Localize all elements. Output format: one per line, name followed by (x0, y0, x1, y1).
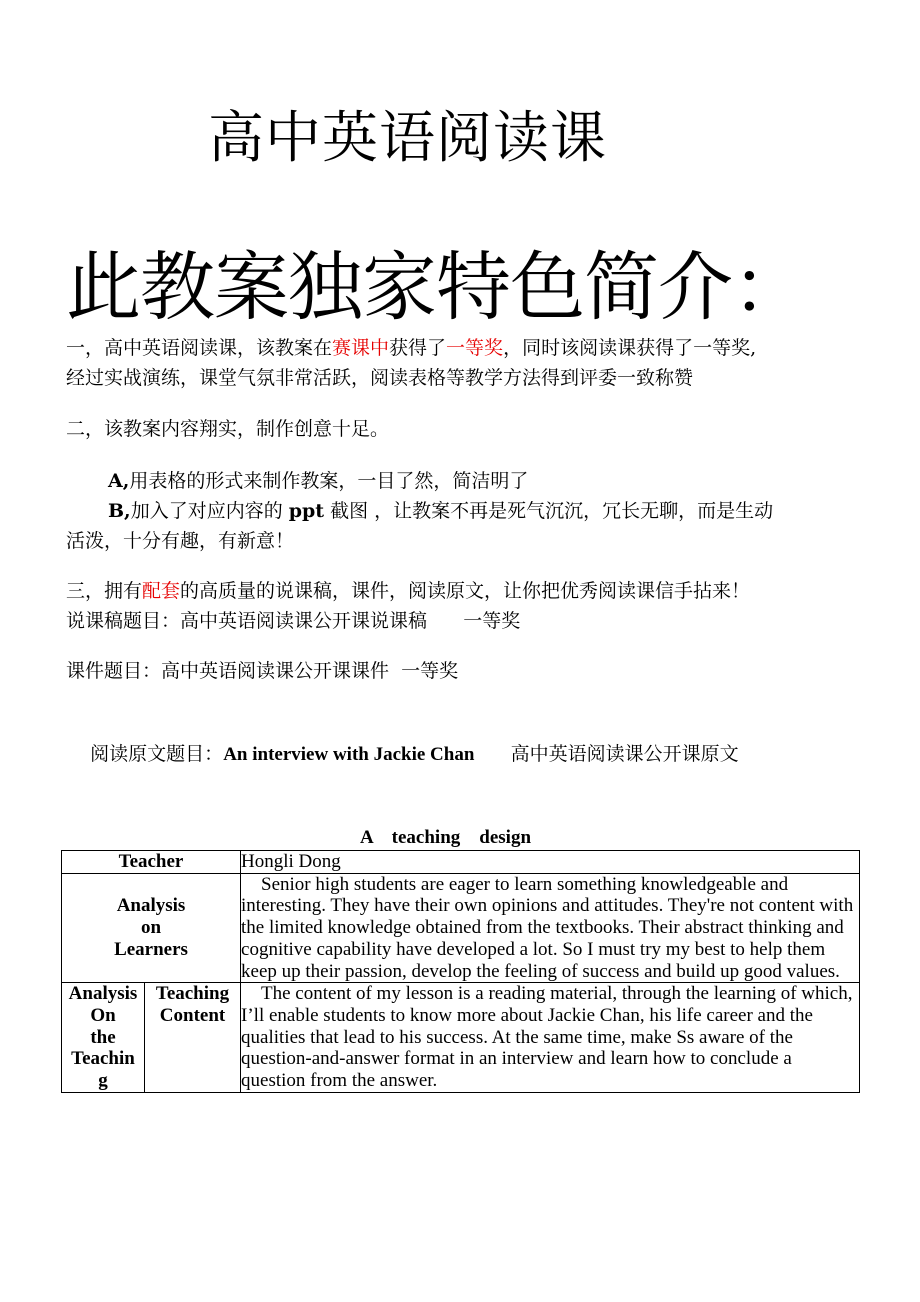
teaching-design-table (61, 850, 860, 1093)
feature-heading: 此教案独家特色简介： (66, 243, 807, 331)
reading-tail: 高中英语阅读课公开课原文 (474, 743, 739, 765)
teacher-label: Teacher (62, 851, 241, 874)
teaching-label-line4: Teachin (71, 1048, 135, 1070)
content-label-line1: Teaching (155, 983, 230, 1005)
paragraph-1 (66, 333, 866, 393)
table-heading: A teaching design (360, 827, 532, 848)
paragraph-3 (66, 576, 866, 636)
item-b-text-a: 加入了对应内容的 (130, 500, 289, 522)
table-row (62, 983, 860, 1093)
teaching-content-text: The content of my lesson is a reading material, through the learning of which, I’ll enable students to know more about Jackie Chan, his life career and the qualities that lead to his success. At the same time, make Ss aware of the question-and-answer format in an interview and learn how to conclude a question from the answer. (241, 983, 860, 1093)
item-b-line2: 活泼，十分有趣，有新意！ (66, 530, 295, 552)
teaching-label-line2: On (90, 1004, 116, 1026)
teaching-analysis-label (62, 983, 145, 1093)
learners-analysis-text: Senior high students are eager to learn something knowledgeable and interesting. They have their own opinions and attitudes. They're not content with the limited knowledge obtained from the textbooks. Their abstract thinking and cognitive capability have developed a lot. So I must try my best to help them keep up their passion, develop the feeling of success and build up good values. (241, 873, 860, 983)
para3-highlight: 配套 (142, 580, 181, 602)
item-a-lead: A, (108, 470, 130, 492)
main-title: 高中英语阅读课 (208, 106, 607, 171)
teacher-value: Hongli Dong (241, 851, 860, 874)
teaching-label-line3: the (90, 1026, 116, 1048)
table-row (62, 873, 860, 983)
para3-text-a: 三，拥有 (66, 580, 143, 602)
teaching-content-label (145, 983, 241, 1093)
table-row (62, 851, 860, 874)
item-b-lead: B, (108, 500, 131, 522)
item-a (66, 466, 908, 496)
item-b (66, 496, 866, 556)
reading-label: 阅读原文题目： (90, 743, 224, 765)
content-label-line2: Content (159, 1004, 226, 1026)
item-b-text-b: 截图 ，让教案不再是死气沉沉，冗长无聊，而是生动 (324, 500, 774, 522)
teaching-label-line5: g (98, 1070, 108, 1092)
courseware-line: 课件题目：高中英语阅读课公开课课件 一等奖 (66, 660, 459, 682)
teaching-label-line1: Analysis (68, 983, 138, 1005)
learners-label-line1: Analysis (116, 895, 186, 917)
learners-label-line3: Learners (114, 938, 188, 960)
learners-label-line2: on (140, 917, 162, 939)
para1-highlight-prize: 一等奖 (446, 337, 504, 359)
reading-title: An interview with Jackie Chan (223, 744, 475, 765)
para1-line2: 经过实战演练，课堂气氛非常活跃，阅读表格等教学方法得到评委一致称赞 (66, 367, 694, 389)
para3-text-c: 的高质量的说课稿，课件，阅读原文，让你把优秀阅读课信手拈来！ (180, 580, 751, 602)
para1-text-a: 一，高中英语阅读课，该教案在 (66, 337, 333, 359)
para1-text-c: 获得了 (389, 337, 447, 359)
para1-highlight-contest: 赛课中 (332, 337, 390, 359)
para3-line2: 说课稿题目：高中英语阅读课公开课说课稿 一等奖 (66, 610, 521, 632)
reading-line (66, 709, 866, 800)
item-a-text: 用表格的形式来制作教案，一目了然，简洁明了 (129, 470, 529, 492)
para1-text-e: ，同时该阅读课获得了一等奖, (503, 337, 757, 359)
learners-label (62, 873, 241, 983)
paragraph-2: 二，该教案内容翔实，制作创意十足。 (66, 418, 390, 440)
item-b-ppt: ppt (288, 500, 325, 522)
